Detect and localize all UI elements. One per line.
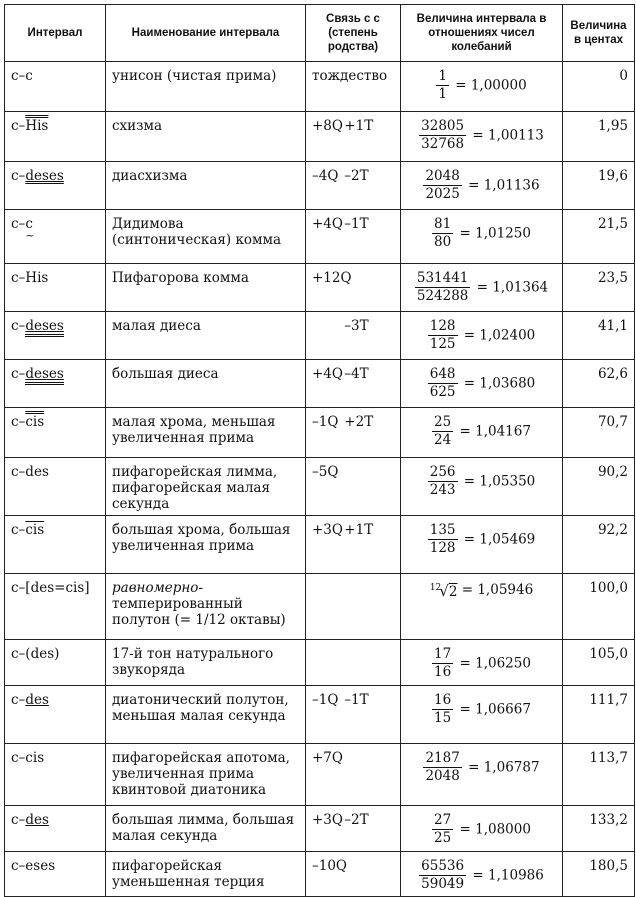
table-row	[5, 516, 635, 574]
ratio-cell	[401, 852, 563, 897]
ratio-denominator: 128	[429, 540, 456, 556]
ratio-numerator: 65536	[421, 858, 465, 874]
relation-q: –10Q	[312, 858, 347, 874]
interval-name: схизма	[112, 118, 163, 134]
ratio-fraction	[428, 464, 458, 499]
ratio-cell	[401, 574, 563, 640]
interval-note: deses	[25, 318, 63, 337]
interval-name: Дидимова (синтоническая) комма	[112, 216, 282, 248]
relation-q: +4Q	[312, 366, 343, 382]
ratio-cell	[401, 744, 563, 806]
interval-cell	[5, 264, 106, 312]
ratio-decimal: 1,03680	[479, 375, 536, 392]
equals-sign: =	[463, 759, 484, 776]
interval-name-cell	[106, 408, 306, 458]
table-row	[5, 640, 635, 686]
relation-cell	[306, 112, 401, 162]
relation-cell	[306, 264, 401, 312]
relation-cell	[306, 852, 401, 897]
ratio-numerator: 25	[434, 414, 452, 430]
interval-note: des	[25, 812, 49, 828]
table-row	[5, 162, 635, 210]
root-expression	[429, 581, 458, 600]
interval-note: deses	[25, 168, 64, 184]
interval-note: c ~	[25, 216, 33, 232]
ratio-numerator: 531441	[416, 270, 469, 286]
ratio-denominator: 243	[429, 482, 456, 498]
relation-q: –1Q	[312, 414, 339, 430]
ratio-cell	[401, 210, 563, 264]
ratio-fraction	[423, 168, 461, 203]
interval-name: диатонический полутон, меньшая малая секунда	[112, 692, 289, 724]
interval-name: большая диеса	[112, 366, 219, 382]
relation-q: +8Q	[312, 118, 343, 134]
ratio-cell	[401, 162, 563, 210]
relation-t: +1T	[344, 118, 374, 134]
ratio-decimal: 1,00000	[470, 77, 527, 94]
interval-base: c–[des=cis]	[11, 580, 90, 596]
cents-cell: 92,2	[563, 516, 635, 574]
interval-name-italic: равномерно-	[112, 580, 203, 596]
ratio-decimal: 1,01250	[475, 225, 531, 242]
relation-cell	[306, 312, 401, 360]
equals-sign: =	[463, 177, 484, 194]
header-cents: Величина в центах	[563, 5, 635, 62]
interval-base: c–	[11, 366, 26, 382]
relation-t: –2T	[344, 168, 369, 184]
ratio-numerator: 2048	[425, 168, 460, 184]
ratio-numerator: 17	[434, 646, 452, 662]
ratio-numerator: 32805	[421, 118, 465, 134]
interval-name: 17-й тон натурального звукоряда	[112, 646, 274, 678]
ratio-decimal: 1,06667	[475, 701, 531, 718]
interval-name-cell	[106, 574, 306, 640]
table-row	[5, 62, 635, 112]
relation-cell	[306, 162, 401, 210]
relation-q: –1Q	[312, 692, 339, 708]
table-row	[5, 744, 635, 806]
cents-cell: 0	[563, 62, 635, 112]
ratio-decimal: 1,10986	[488, 867, 544, 884]
interval-note: $\overline{cis}$	[25, 522, 45, 538]
root-index: 12	[429, 583, 442, 593]
ratio-fraction	[419, 858, 466, 893]
ratio-numerator: 2187	[425, 750, 460, 766]
table-row	[5, 264, 635, 312]
table-row	[5, 852, 635, 897]
ratio-cell	[401, 516, 563, 574]
ratio-decimal: 1,04167	[475, 423, 531, 440]
ratio-denominator: 125	[429, 336, 456, 352]
interval-base: c–	[11, 168, 26, 184]
relation-q: +3Q	[312, 812, 343, 828]
relation-q: +4Q	[312, 216, 343, 232]
interval-name: темперированный полутон (= 1/12 октавы)	[112, 596, 286, 628]
equals-sign: =	[455, 701, 476, 718]
header-ratio: Величина интервала в отношениях чисел колебаний	[401, 5, 563, 62]
ratio-fraction	[423, 750, 461, 785]
equals-sign: =	[450, 77, 471, 94]
interval-note: deses	[25, 366, 63, 385]
interval-base: c–cis	[11, 750, 45, 766]
ratio-decimal: 1,06250	[475, 655, 531, 672]
interval-base: c–eses	[11, 858, 56, 874]
relation-t: –1T	[344, 216, 369, 232]
interval-cell	[5, 408, 106, 458]
interval-name: пифагорейская лимма, пифагорейская малая секунда	[112, 464, 278, 512]
interval-name-cell	[106, 744, 306, 806]
ratio-denominator: 524288	[416, 288, 469, 304]
ratio-fraction	[432, 414, 453, 449]
ratio-fraction	[428, 522, 458, 557]
cents-cell: 41,1	[563, 312, 635, 360]
interval-cell	[5, 852, 106, 897]
interval-note: des	[25, 692, 49, 708]
interval-name: большая хрома, большая увеличенная прима	[112, 522, 291, 554]
interval-cell	[5, 112, 106, 162]
equals-sign: =	[455, 655, 476, 672]
equals-sign: =	[459, 375, 480, 392]
cents-cell: 62,6	[563, 360, 635, 408]
ratio-denominator: 2025	[425, 186, 460, 202]
header-interval: Интервал	[5, 5, 106, 62]
relation-cell	[306, 806, 401, 852]
interval-cell	[5, 162, 106, 210]
interval-cell	[5, 210, 106, 264]
ratio-fraction	[432, 646, 453, 681]
interval-name-cell	[106, 852, 306, 897]
equals-sign: =	[459, 473, 480, 490]
ratio-cell	[401, 686, 563, 744]
header-relation: Связь с с (степень родства)	[306, 5, 401, 62]
relation-cell	[306, 62, 401, 112]
interval-base: c–His	[11, 270, 49, 286]
ratio-numerator: 135	[429, 522, 456, 538]
ratio-denominator: 16	[434, 664, 452, 680]
table-row	[5, 686, 635, 744]
interval-name: унисон (чистая прима)	[112, 68, 277, 84]
ratio-cell	[401, 360, 563, 408]
ratio-fraction	[432, 692, 453, 727]
relation-t: –4T	[344, 366, 369, 382]
relation-t: +2T	[344, 414, 374, 430]
ratio-numerator: 16	[434, 692, 452, 708]
ratio-denominator: 1	[438, 86, 447, 102]
relation-cell	[306, 516, 401, 574]
relation-q: –5Q	[312, 464, 339, 480]
interval-cell	[5, 640, 106, 686]
table-row	[5, 806, 635, 852]
equals-sign: =	[468, 127, 489, 144]
interval-name-cell	[106, 312, 306, 360]
ratio-fraction	[432, 812, 453, 847]
table-row	[5, 360, 635, 408]
ratio-fraction	[428, 366, 458, 401]
table-row	[5, 210, 635, 264]
ratio-cell	[401, 408, 563, 458]
ratio-decimal: 1,01364	[492, 279, 549, 296]
interval-base: c–	[11, 118, 26, 134]
interval-name: большая лимма, большая малая секунда	[112, 812, 295, 844]
interval-name: малая хрома, меньшая увеличенная прима	[112, 414, 276, 446]
radical-icon: √	[439, 581, 449, 600]
interval-table	[4, 4, 635, 897]
interval-note: His	[25, 118, 49, 134]
interval-base: c–(des)	[11, 646, 60, 662]
interval-cell	[5, 458, 106, 516]
interval-name-cell	[106, 112, 306, 162]
interval-base: c–des	[11, 464, 49, 480]
ratio-cell	[401, 806, 563, 852]
relation-cell	[306, 210, 401, 264]
relation-q: –4Q	[312, 168, 339, 184]
interval-name: диасхизма	[112, 168, 188, 184]
interval-base: c–c	[11, 68, 33, 84]
equals-sign: =	[459, 531, 480, 548]
equals-sign: =	[472, 279, 493, 296]
table-row	[5, 458, 635, 516]
interval-base: c–	[11, 522, 26, 538]
interval-cell	[5, 516, 106, 574]
interval-name-cell	[106, 264, 306, 312]
relation-cell	[306, 458, 401, 516]
ratio-cell	[401, 264, 563, 312]
ratio-denominator: 15	[434, 710, 452, 726]
ratio-cell	[401, 62, 563, 112]
cents-cell: 180,5	[563, 852, 635, 897]
interval-name-cell	[106, 516, 306, 574]
ratio-denominator: 59049	[421, 876, 465, 892]
ratio-denominator: 625	[429, 384, 456, 400]
interval-name-cell	[106, 62, 306, 112]
cents-cell: 1,95	[563, 112, 635, 162]
ratio-cell	[401, 312, 563, 360]
relation-cell	[306, 360, 401, 408]
interval-name: Пифагорова комма	[112, 270, 249, 286]
interval-name-cell	[106, 162, 306, 210]
ratio-fraction	[436, 68, 449, 103]
equals-sign: =	[455, 423, 476, 440]
ratio-cell	[401, 640, 563, 686]
ratio-decimal: 1,05469	[479, 531, 536, 548]
ratio-numerator: 27	[434, 812, 452, 828]
ratio-denominator: 24	[434, 432, 452, 448]
relation-q: +12Q	[312, 270, 352, 286]
table-row	[5, 574, 635, 640]
interval-base: c–	[11, 812, 26, 828]
interval-cell	[5, 574, 106, 640]
relation-cell	[306, 408, 401, 458]
ratio-decimal: 1,06787	[483, 759, 540, 776]
ratio-decimal: 1,05350	[479, 473, 536, 490]
cents-cell: 105,0	[563, 640, 635, 686]
ratio-fraction	[419, 118, 466, 153]
interval-base: c–	[11, 414, 26, 430]
table-row	[5, 408, 635, 458]
relation-t: –1T	[344, 692, 369, 708]
ratio-fraction	[415, 270, 471, 305]
interval-name-cell	[106, 458, 306, 516]
interval-cell	[5, 806, 106, 852]
ratio-denominator: 25	[434, 830, 452, 846]
ratio-denominator: 32768	[421, 136, 465, 152]
cents-cell: 111,7	[563, 686, 635, 744]
cents-cell: 19,6	[563, 162, 635, 210]
table-row	[5, 112, 635, 162]
interval-name-cell	[106, 640, 306, 686]
interval-cell	[5, 686, 106, 744]
cents-cell: 100,0	[563, 574, 635, 640]
table-body	[5, 62, 635, 897]
interval-name: малая диеса	[112, 318, 201, 334]
cents-cell: 133,2	[563, 806, 635, 852]
ratio-denominator: 2048	[425, 768, 460, 784]
relation-cell	[306, 640, 401, 686]
interval-name-cell	[106, 686, 306, 744]
relation-cell	[306, 744, 401, 806]
relation-t: –2T	[344, 812, 369, 828]
ratio-cell	[401, 112, 563, 162]
relation-q: +3Q	[312, 522, 343, 538]
ratio-decimal: 1,02400	[479, 327, 536, 344]
cents-cell: 23,5	[563, 264, 635, 312]
relation-t: +1T	[344, 522, 374, 538]
interval-table-wrapper	[4, 4, 635, 897]
relation-cell	[306, 686, 401, 744]
interval-name-cell	[106, 210, 306, 264]
ratio-numerator: 81	[434, 216, 452, 232]
ratio-numerator: 128	[429, 318, 456, 334]
ratio-fraction	[432, 216, 453, 251]
cents-cell: 113,7	[563, 744, 635, 806]
equals-sign: =	[459, 327, 480, 344]
radicand: 2	[448, 583, 458, 600]
interval-base: c–	[11, 692, 26, 708]
interval-cell	[5, 312, 106, 360]
equals-sign: =	[457, 581, 478, 598]
interval-base: c–	[11, 318, 26, 334]
cents-cell: 70,7	[563, 408, 635, 458]
interval-name: пифагорейская уменьшенная терция	[112, 858, 265, 890]
interval-name-cell	[106, 806, 306, 852]
interval-note: cis	[25, 414, 45, 430]
ratio-numerator: 256	[429, 464, 456, 480]
ratio-fraction	[428, 318, 458, 353]
header-name: Наименование интервала	[106, 5, 306, 62]
ratio-decimal: 1,08000	[475, 821, 531, 838]
interval-cell	[5, 360, 106, 408]
ratio-cell	[401, 458, 563, 516]
ratio-decimal: 1,00113	[488, 127, 544, 144]
relation-t: –3T	[344, 318, 369, 334]
relation-q: +7Q	[312, 750, 343, 766]
relation-q: тождество	[312, 68, 388, 84]
ratio-decimal: 1,01136	[483, 177, 540, 194]
relation-cell	[306, 574, 401, 640]
equals-sign: =	[455, 821, 476, 838]
table-row	[5, 312, 635, 360]
interval-base: c–	[11, 216, 26, 232]
equals-sign: =	[468, 867, 489, 884]
interval-cell	[5, 744, 106, 806]
ratio-decimal: 1,05946	[477, 581, 534, 598]
interval-cell	[5, 62, 106, 112]
ratio-denominator: 80	[434, 234, 452, 250]
interval-name: пифагорейская апотома, увеличенная прима квинтовой диатоника	[112, 750, 290, 798]
interval-name-cell	[106, 360, 306, 408]
cents-cell: 90,2	[563, 458, 635, 516]
equals-sign: =	[455, 225, 476, 242]
ratio-numerator: 648	[429, 366, 456, 382]
cents-cell: 21,5	[563, 210, 635, 264]
ratio-numerator: 1	[438, 68, 447, 84]
header-row	[5, 5, 635, 62]
